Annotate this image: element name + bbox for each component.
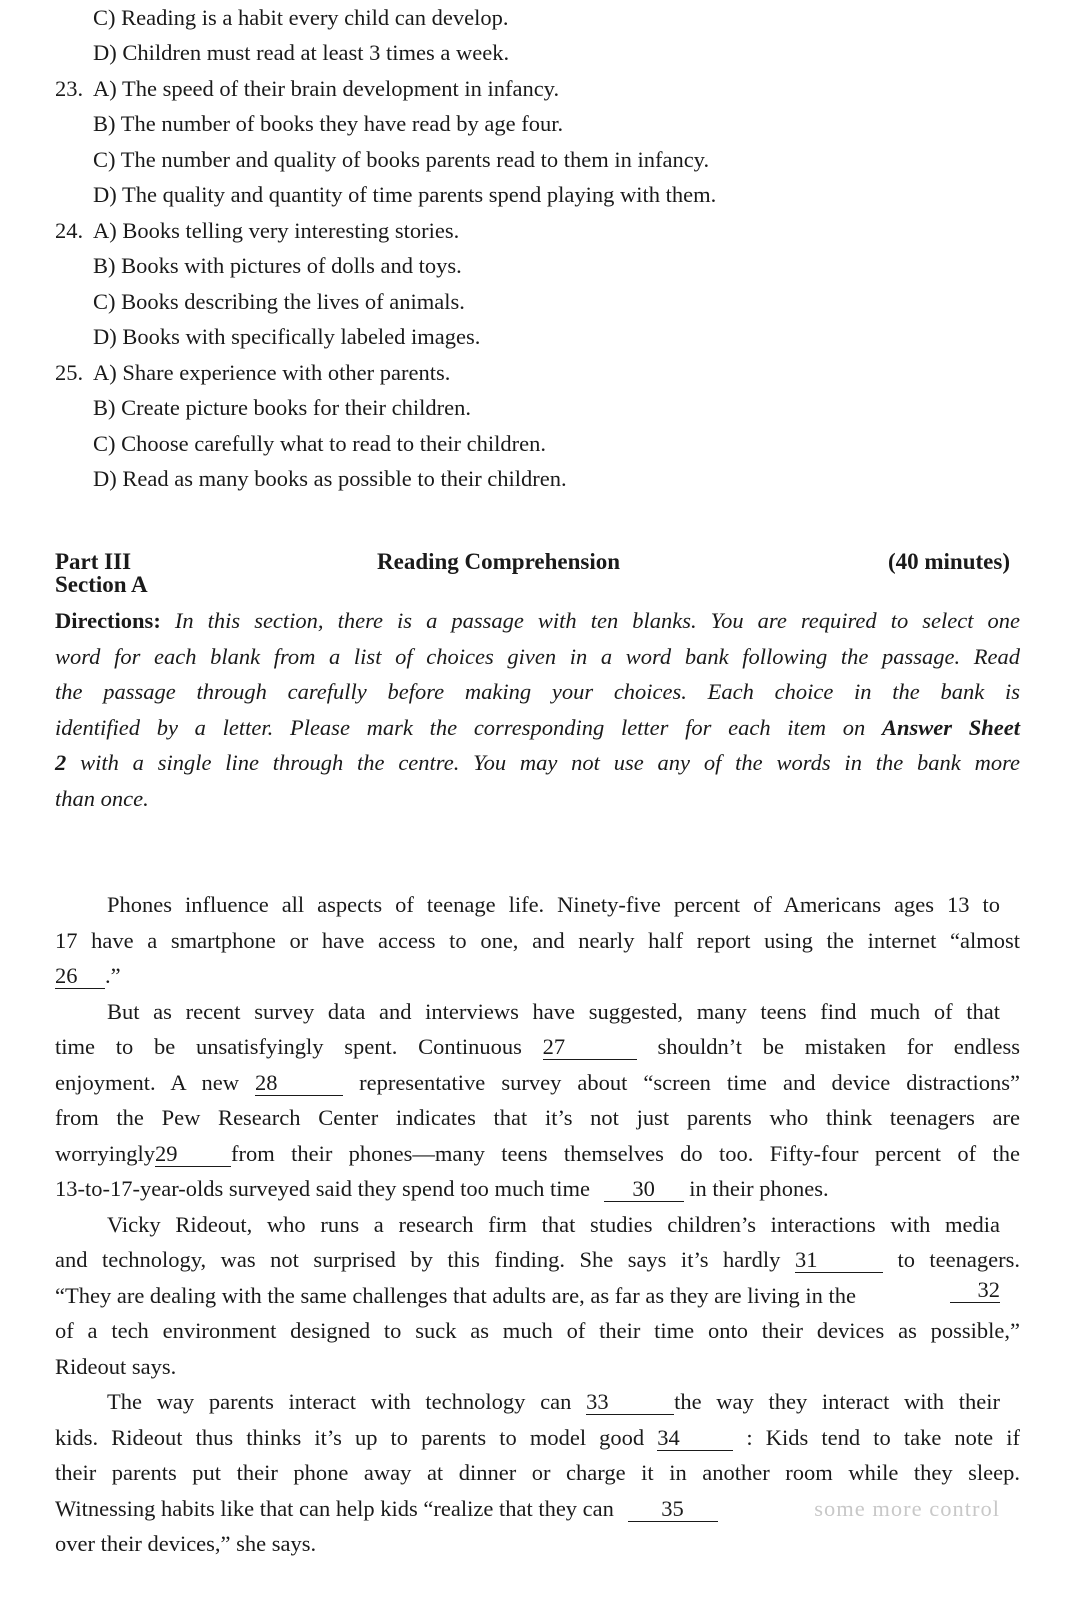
question-24-number: 24. bbox=[55, 218, 84, 243]
question-25-number: 25. bbox=[55, 360, 84, 385]
passage-p1-line-1: Phones influence all aspects of teenage life. Ninety-five percent of Americans ages 13 to bbox=[107, 892, 1000, 917]
passage-p3-line-4: of a tech environment designed to suck as much of their time onto their devices as possible,” bbox=[55, 1318, 1020, 1343]
blank-30: 30 bbox=[604, 1177, 684, 1202]
directions-label: Directions: bbox=[55, 608, 161, 633]
part-time: (40 minutes) bbox=[887, 549, 1010, 574]
option-24b: B) Books with pictures of dolls and toys. bbox=[93, 253, 462, 278]
part-heading bbox=[55, 544, 1010, 580]
passage-p2-line-6: 13-to-17-year-olds surveyed said they spend too much time 30 in their phones. bbox=[55, 1176, 829, 1201]
option-24c: C) Books describing the lives of animals. bbox=[93, 289, 465, 314]
blank-27: 27 bbox=[543, 1035, 637, 1060]
option-23d: D) The quality and quantity of time parents spend playing with them. bbox=[93, 182, 717, 207]
passage-p3-line-2: and technology, was not surprised by this finding. She says it’s hardly 31 to teenagers. bbox=[55, 1247, 1021, 1272]
blank-29: 29 bbox=[155, 1142, 231, 1167]
directions-line-3: the passage through carefully before making your choices. Each choice in the bank is bbox=[55, 679, 1020, 704]
option-22c: C) Reading is a habit every child can develop. bbox=[93, 5, 509, 30]
option-23c: C) The number and quality of books parents read to them in infancy. bbox=[93, 147, 710, 172]
passage-p2-line-3: enjoyment. A new 28 representative survey about “screen time and device distractions” bbox=[55, 1070, 1020, 1095]
directions-line-5: 2 with a single line through the centre. You may not use any of the words in the bank more bbox=[55, 750, 1020, 775]
faded-text: some more control bbox=[814, 1496, 1000, 1521]
passage-p2-line-1: But as recent survey data and interviews have suggested, many teens find much of that bbox=[107, 999, 1000, 1024]
option-25b: B) Create picture books for their children. bbox=[93, 395, 471, 420]
part-title: Reading Comprehension bbox=[377, 549, 621, 574]
blank-28: 28 bbox=[255, 1071, 343, 1096]
blank-34: 34 bbox=[657, 1426, 733, 1451]
option-24d: D) Books with specifically labeled images. bbox=[93, 324, 481, 349]
passage-p3-line-3: “They are dealing with the same challenges that adults are, as far as they are living in the 32 bbox=[55, 1277, 1000, 1308]
option-24a: A) Books telling very interesting stories. bbox=[93, 218, 460, 243]
option-25c: C) Choose carefully what to read to their children. bbox=[93, 431, 546, 456]
passage-p4-line-4: Witnessing habits like that can help kids “realize that they can 35 some more control bbox=[55, 1491, 1000, 1527]
passage-p4-line-5: over their devices,” she says. bbox=[55, 1531, 317, 1556]
passage-p1-line-3: 26 .” bbox=[55, 963, 121, 988]
section-title: Section A bbox=[55, 572, 148, 597]
blank-33: 33 bbox=[586, 1390, 674, 1415]
passage-p1-line-2: 17 have a smartphone or have access to one, and nearly half report using the internet “almost bbox=[55, 928, 1020, 953]
part-label: Part III bbox=[55, 549, 132, 574]
passage-p2-line-2: time to be unsatisfyingly spent. Continuous 27 shouldn’t be mistaken for endless bbox=[55, 1034, 1021, 1059]
blank-35: 35 bbox=[628, 1497, 718, 1522]
passage-p3-line-5: Rideout says. bbox=[55, 1354, 177, 1379]
blank-31: 31 bbox=[795, 1248, 883, 1273]
passage-p4-line-3: their parents put their phone away at dinner or charge it in another room while they sleep. bbox=[55, 1460, 1020, 1485]
directions-line-1: Directions: In this section, there is a passage with ten blanks. You are required to select one bbox=[55, 608, 1020, 633]
passage-p2-line-4: from the Pew Research Center indicates that it’s not just parents who think teenagers are bbox=[55, 1105, 1020, 1130]
option-23a: A) The speed of their brain development in infancy. bbox=[93, 76, 560, 101]
directions-line-6: than once. bbox=[55, 786, 149, 811]
directions-line-4: identified by a letter. Please mark the corresponding letter for each item on Answer Sheet bbox=[55, 715, 1020, 740]
passage-p4-line-1: The way parents interact with technology can 33 the way they interact with their bbox=[107, 1389, 1000, 1414]
option-25a: A) Share experience with other parents. bbox=[93, 360, 451, 385]
passage-p2-line-5: worryingly29 from their phones—many teens themselves do too. Fifty-four percent of the bbox=[55, 1141, 1020, 1166]
option-22d: D) Children must read at least 3 times a week. bbox=[93, 40, 510, 65]
directions-line-2: word for each blank from a list of choices given in a word bank following the passage. Read bbox=[55, 644, 1020, 669]
option-23b: B) The number of books they have read by age four. bbox=[93, 111, 564, 136]
passage-p4-line-2: kids. Rideout thus thinks it’s up to parents to model good 34 : Kids tend to take note if bbox=[55, 1425, 1020, 1450]
option-25d: D) Read as many books as possible to their children. bbox=[93, 466, 567, 491]
answer-sheet-label: Answer Sheet bbox=[882, 715, 1020, 740]
blank-32: 32 bbox=[950, 1278, 1000, 1303]
blank-26: 26 bbox=[55, 964, 105, 989]
passage-p3-line-1: Vicky Rideout, who runs a research firm that studies children’s interactions with media bbox=[107, 1212, 1000, 1237]
question-23-number: 23. bbox=[55, 76, 84, 101]
